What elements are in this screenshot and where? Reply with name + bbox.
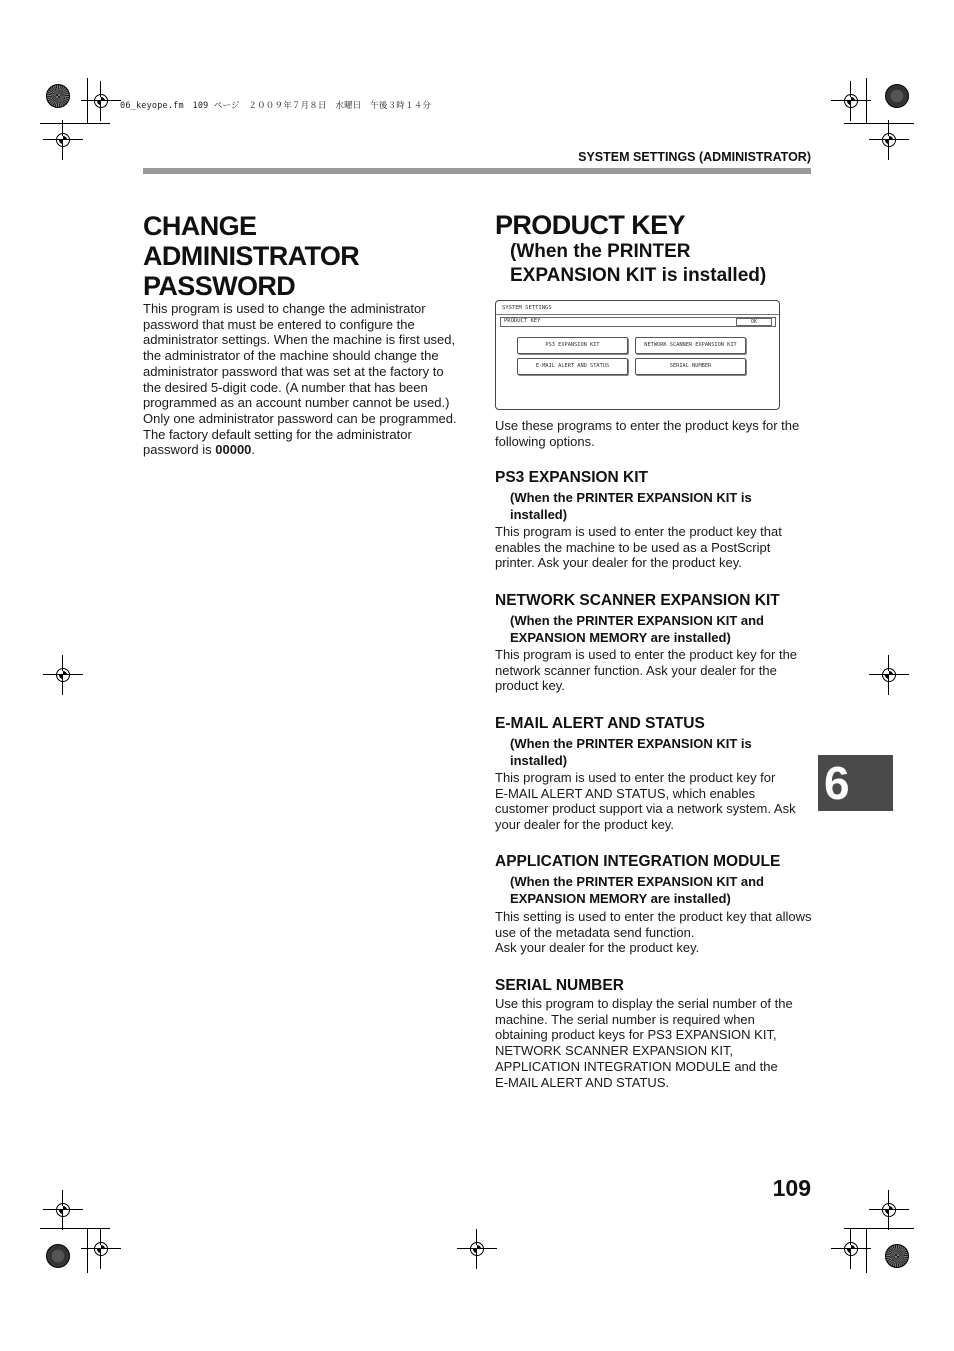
body-line: the desired 5-digit code. (A number that has been: [143, 379, 428, 395]
registration-mark-icon: [869, 120, 909, 160]
crop-mark: [40, 123, 110, 124]
body-line: following options.: [495, 433, 595, 449]
section-heading: E-MAIL ALERT AND STATUS: [495, 715, 705, 732]
crop-mark: [87, 1228, 88, 1273]
section-body: [495, 647, 815, 694]
body-line: enables the machine to be used as a PostScript: [495, 539, 771, 555]
crop-mark: [40, 1228, 110, 1229]
screen-bar-label: PRODUCT KEY: [504, 318, 541, 324]
body-line: This program is used to change the administrator: [143, 301, 426, 316]
product-key-intro: [495, 418, 815, 449]
body-line: use of the metadata send function.: [495, 924, 695, 940]
screen-title: SYSTEM SETTINGS: [502, 305, 552, 311]
product-key-header: [495, 210, 815, 288]
crop-mark: [844, 123, 914, 124]
body-line: This program is used to enter the product key that: [495, 524, 782, 539]
serial-number-section: [495, 977, 815, 1090]
body-line: obtaining product keys for PS3 EXPANSION KIT,: [495, 1027, 777, 1043]
body-line: the administrator of the machine should change the: [143, 348, 439, 364]
body-line: product key.: [495, 678, 565, 694]
body-line: programmed as an account number cannot be used.): [143, 395, 450, 411]
chapter-tab: 6: [818, 755, 893, 811]
body-line: This setting is used to enter the product key that allows: [495, 909, 812, 924]
screen-title-bar: [500, 317, 776, 327]
network-scanner-expansion-kit-button: NETWORK SCANNER EXPANSION KIT: [635, 337, 746, 354]
body-line: .: [251, 442, 256, 458]
print-file-header: 06_keyope.fm 109 ページ ２００９年７月８日 水曜日 午後３時１４分: [120, 101, 432, 111]
registration-mark-icon: [43, 655, 83, 695]
crop-mark: [866, 78, 867, 123]
product-key-subtitle: [495, 240, 815, 288]
network-scanner-expansion-kit-section: [495, 592, 815, 694]
product-key-title: PRODUCT KEY: [495, 210, 685, 240]
condition-line: EXPANSION MEMORY are installed): [510, 630, 731, 645]
screen-divider: [496, 314, 779, 315]
body-line: E-MAIL ALERT AND STATUS, which enables: [495, 785, 756, 801]
condition-line: (When the PRINTER EXPANSION KIT and: [510, 613, 764, 628]
body-line: machine. The serial number is required when: [495, 1011, 755, 1027]
section-body: [495, 524, 815, 571]
body-line: The factory default setting for the administrator: [143, 426, 412, 442]
section-body: [495, 909, 825, 956]
change-admin-password-section: [143, 211, 463, 458]
ok-button: OK: [736, 318, 772, 326]
registration-mark-icon: [43, 120, 83, 160]
section-title: [143, 211, 463, 301]
body-line: password is: [143, 442, 216, 458]
subtitle-line: EXPANSION KIT is installed): [510, 265, 767, 286]
default-password: 00000: [215, 442, 252, 458]
body-line: customer product support via a network system. Ask: [495, 801, 796, 817]
section-heading: SERIAL NUMBER: [495, 977, 624, 994]
body-line: APPLICATION INTEGRATION MODULE and the: [495, 1058, 778, 1074]
section-condition: [495, 612, 815, 646]
body-line: This program is used to enter the product key for the: [495, 647, 798, 662]
section-condition: [495, 489, 815, 523]
email-alert-and-status-button: E-MAIL ALERT AND STATUS: [517, 358, 628, 375]
product-key-screen-illustration: [495, 300, 780, 410]
title-line: PASSWORD: [143, 271, 296, 301]
condition-line: (When the PRINTER EXPANSION KIT is: [510, 736, 752, 751]
color-bar-icon: [885, 84, 909, 108]
section-condition: [495, 735, 815, 769]
color-bar-icon: [46, 1244, 70, 1268]
body-line: your dealer for the product key.: [495, 817, 674, 833]
condition-line: (When the PRINTER EXPANSION KIT and: [510, 874, 764, 889]
body-line: Use these programs to enter the product keys for the: [495, 418, 800, 433]
registration-mark-icon: [869, 655, 909, 695]
body-line: password that must be entered to configure the: [143, 316, 415, 332]
condition-line: EXPANSION MEMORY are installed): [510, 891, 731, 906]
registration-mark-icon: [831, 81, 871, 121]
registration-mark-icon: [831, 1229, 871, 1269]
body-line: administrator settings. When the machine is first used,: [143, 332, 456, 348]
section-heading: PS3 EXPANSION KIT: [495, 469, 649, 486]
body-line: administrator password that was set at the factory to: [143, 363, 444, 379]
body-line: Ask your dealer for the product key.: [495, 940, 700, 956]
body-line: Only one administrator password can be programmed.: [143, 410, 457, 426]
color-bar-icon: [46, 84, 70, 108]
crop-mark: [844, 1228, 914, 1229]
title-line: CHANGE ADMINISTRATOR: [143, 211, 360, 271]
registration-mark-icon: [457, 1229, 497, 1269]
registration-mark-icon: [869, 1190, 909, 1230]
section-body: [495, 770, 815, 833]
header-rule: [143, 168, 811, 174]
running-head: SYSTEM SETTINGS (ADMINISTRATOR): [578, 150, 811, 164]
body-line: network scanner function. Ask your dealer for the: [495, 662, 777, 678]
condition-line: (When the PRINTER EXPANSION KIT is: [510, 490, 752, 505]
crop-mark: [87, 78, 88, 123]
section-heading: NETWORK SCANNER EXPANSION KIT: [495, 592, 780, 609]
registration-mark-icon: [43, 1190, 83, 1230]
condition-line: installed): [510, 753, 568, 768]
section-condition: [495, 873, 825, 907]
serial-number-button: SERIAL NUMBER: [635, 358, 746, 375]
body-line: E-MAIL ALERT AND STATUS.: [495, 1074, 670, 1090]
section-body: [143, 301, 463, 458]
page-number: 109: [772, 1175, 811, 1201]
section-heading: APPLICATION INTEGRATION MODULE: [495, 853, 781, 870]
email-alert-and-status-section: [495, 715, 815, 833]
section-body: [495, 996, 815, 1090]
body-line: printer. Ask your dealer for the product key.: [495, 555, 742, 571]
body-line: NETWORK SCANNER EXPANSION KIT,: [495, 1043, 734, 1059]
body-line: This program is used to enter the product key for: [495, 770, 776, 785]
ps3-expansion-kit-section: [495, 469, 815, 571]
ps3-expansion-kit-button: PS3 EXPANSION KIT: [517, 337, 628, 354]
application-integration-module-section: [495, 853, 825, 956]
subtitle-line: (When the PRINTER: [510, 241, 691, 262]
color-bar-icon: [885, 1244, 909, 1268]
crop-mark: [866, 1228, 867, 1273]
condition-line: installed): [510, 507, 568, 522]
body-line: Use this program to display the serial number of the: [495, 996, 793, 1011]
